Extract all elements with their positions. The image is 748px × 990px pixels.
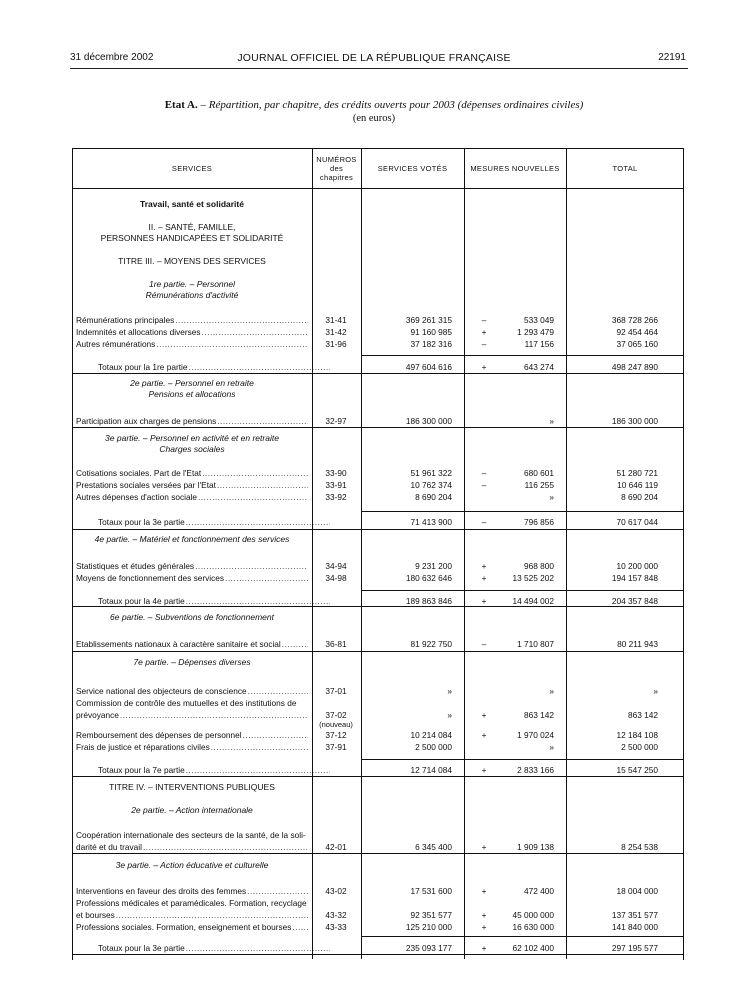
row-sign: + [481, 730, 487, 740]
row-label: Professions sociales. Formation, enseignement et bourses ..... [76, 921, 308, 933]
header-page-number: 22191 [658, 52, 686, 63]
row-total: 92 454 464 [616, 327, 658, 337]
header-rule [70, 68, 688, 69]
row-label: et bourses ..... [76, 909, 308, 921]
table-total-row [0, 764, 748, 776]
row-mesures-nouvelles: 117 156 [524, 339, 554, 349]
document-title [0, 99, 748, 111]
row-label: Service national des objecteurs de conscience ..... [76, 685, 308, 697]
row-sign: + [481, 573, 487, 583]
part-heading [72, 378, 312, 400]
block-rule [72, 776, 684, 777]
row-services-votes: 180 632 646 [405, 573, 452, 583]
part-heading-line: 2e partie. – Personnel en retraite [130, 378, 254, 388]
col-header-numeros-line: chapitres [319, 173, 354, 182]
table-row [0, 326, 748, 338]
row-total: 863 142 [628, 710, 658, 720]
block-rule [72, 529, 684, 530]
row-sign: + [481, 910, 487, 920]
row-sign: + [481, 922, 487, 932]
table-row [0, 467, 748, 479]
row-services-votes: 235 093 177 [405, 943, 452, 953]
row-mesures-nouvelles: 680 601 [524, 468, 554, 478]
row-services-votes: 369 261 315 [405, 315, 452, 325]
row-sign: + [481, 943, 487, 953]
row-total: 2 500 000 [621, 742, 658, 752]
row-mesures-nouvelles: 1 970 024 [517, 730, 554, 740]
row-services-votes: 17 531 600 [410, 886, 452, 896]
row-mesures-nouvelles: 472 400 [524, 886, 554, 896]
row-chapter: 42-01 [325, 842, 347, 852]
row-label: Indemnités et allocations diverses ..... [76, 326, 308, 338]
row-mesures-nouvelles: » [549, 742, 554, 752]
table-total-row [0, 595, 748, 607]
row-mesures-nouvelles: 968 800 [524, 561, 554, 571]
row-services-votes: 10 214 084 [410, 730, 452, 740]
row-mesures-nouvelles: 533 049 [524, 315, 554, 325]
section-heading-line: PERSONNES HANDICAPÉES ET SOLIDARITÉ [100, 233, 284, 243]
row-mesures-nouvelles: 643 274 [524, 362, 554, 372]
row-total: 204 357 848 [611, 596, 658, 606]
row-mesures-nouvelles: 14 494 002 [512, 596, 554, 606]
row-chapter: (nouveau) [319, 720, 353, 729]
row-mesures-nouvelles: » [549, 492, 554, 502]
row-chapter: 43-33 [325, 922, 347, 932]
col-header-numeros [312, 155, 361, 182]
block-rule [72, 853, 684, 854]
part-heading-line: 1re partie. – Personnel [149, 279, 235, 289]
row-chapter: 43-32 [325, 910, 347, 920]
title-dash: – [197, 99, 209, 111]
row-mesures-nouvelles: 62 102 400 [512, 943, 554, 953]
row-services-votes: 91 160 985 [410, 327, 452, 337]
total-rule [361, 936, 684, 937]
row-sign: – [481, 468, 487, 478]
row-sign: + [481, 765, 487, 775]
row-label: Frais de justice et réparations civiles ..... [76, 741, 308, 753]
row-label: Cotisations sociales. Part de l'Etat ..... [76, 467, 308, 479]
table-row [0, 685, 748, 697]
ministry-heading: Travail, santé et solidarité [140, 199, 244, 209]
total-rule [361, 590, 684, 591]
row-sign: – [481, 315, 487, 325]
row-label: Interventions en faveur des droits des femmes ..... [76, 885, 308, 897]
row-label: Prestations sociales versées par l'Etat ..... [76, 479, 308, 491]
part-heading-line: Charges sociales [159, 444, 225, 454]
row-total: 186 300 000 [611, 416, 658, 426]
row-sign: + [481, 842, 487, 852]
row-services-votes: 8 690 204 [415, 492, 452, 502]
row-total: 80 211 943 [617, 639, 658, 649]
row-chapter: 43-02 [325, 886, 347, 896]
row-chapter: 32-97 [325, 416, 347, 426]
table-row [0, 697, 748, 709]
row-total: 297 195 577 [611, 943, 658, 953]
row-label: Coopération internationale des secteurs de la santé, de la soli- [76, 830, 306, 840]
col-header-services: SERVICES [171, 164, 213, 173]
row-total: 37 065 160 [616, 339, 658, 349]
row-total: 498 247 890 [611, 362, 658, 372]
row-chapter: 36-81 [325, 639, 347, 649]
row-label: Commission de contrôle des mutuelles et des institutions de [76, 698, 297, 708]
part-heading-line: 3e partie. – Personnel en activité et en retraite [105, 433, 279, 443]
row-services-votes: 12 714 084 [410, 765, 452, 775]
total-rule [361, 511, 684, 512]
row-sign: – [481, 339, 487, 349]
table-row [0, 314, 748, 326]
table-row [0, 841, 748, 853]
table-total-row [0, 516, 748, 528]
table-row [0, 491, 748, 503]
row-sign: – [481, 639, 487, 649]
row-mesures-nouvelles: » [549, 416, 554, 426]
row-label: prévoyance ..... [76, 709, 308, 721]
block-rule [72, 373, 684, 374]
row-mesures-nouvelles: 2 833 166 [517, 765, 554, 775]
table-row [0, 829, 748, 841]
row-sign: + [481, 710, 487, 720]
header-row-divider [72, 188, 684, 189]
part-heading-line: Pensions et allocations [148, 389, 236, 399]
row-sign: + [481, 886, 487, 896]
row-mesures-nouvelles: 796 856 [524, 517, 554, 527]
row-mesures-nouvelles: 1 710 807 [517, 639, 554, 649]
row-services-votes: » [447, 710, 452, 720]
row-mesures-nouvelles: 16 630 000 [512, 922, 554, 932]
row-label: Etablissements nationaux à caractère sanitaire et social ..... [76, 638, 308, 650]
row-sign: + [481, 327, 487, 337]
titre-heading: TITRE III. – MOYENS DES SERVICES [118, 256, 266, 266]
row-services-votes: 2 500 000 [415, 742, 452, 752]
row-total: 8 690 204 [621, 492, 658, 502]
row-chapter: 31-96 [325, 339, 347, 349]
table-row [0, 741, 748, 753]
section-heading [72, 222, 312, 244]
row-chapter: 31-41 [325, 315, 347, 325]
part-heading-line: Rémunérations d'activité [145, 290, 239, 300]
row-services-votes: 71 413 900 [410, 517, 452, 527]
row-label: Participation aux charges de pensions ..... [76, 415, 308, 427]
row-total: 10 646 119 [617, 480, 658, 490]
block-rule [72, 954, 684, 955]
table-row [0, 479, 748, 491]
row-services-votes: 10 762 374 [410, 480, 452, 490]
row-label: Autres rémunérations ..... [76, 338, 308, 350]
table-total-row [0, 361, 748, 373]
table-row [0, 560, 748, 572]
row-label: darité et du travail ..... [76, 841, 308, 853]
row-services-votes: 497 604 616 [405, 362, 452, 372]
title-text: Répartition, par chapitre, des crédits ouverts pour 2003 (dépenses ordinaires civiles) [208, 99, 584, 111]
row-mesures-nouvelles: 1 293 479 [517, 327, 554, 337]
row-total: 51 280 721 [616, 468, 658, 478]
header-date: 31 décembre 2002 [70, 52, 154, 63]
row-chapter: 31-42 [325, 327, 347, 337]
row-services-votes: 186 300 000 [405, 416, 452, 426]
part-heading: 2e partie. – Action internationale [131, 805, 253, 815]
row-chapter: 33-90 [325, 468, 347, 478]
row-services-votes: 189 863 846 [405, 596, 452, 606]
row-total: » [653, 686, 658, 696]
row-label: Totaux pour la 4e partie ..... [98, 595, 330, 607]
row-chapter: 37-02 [325, 710, 347, 720]
table-row [0, 729, 748, 741]
row-label: Totaux pour la 1re partie ..... [98, 361, 330, 373]
row-chapter: 37-12 [325, 730, 347, 740]
row-services-votes: 125 210 000 [405, 922, 452, 932]
row-services-votes: 37 182 316 [410, 339, 452, 349]
col-header-votes: SERVICES VOTÉS [377, 164, 448, 173]
row-total: 12 184 108 [616, 730, 658, 740]
row-total: 15 547 250 [616, 765, 658, 775]
row-mesures-nouvelles: 116 255 [524, 480, 554, 490]
section-heading-line: II. – SANTÉ, FAMILLE, [148, 222, 236, 232]
table-row [0, 885, 748, 897]
row-mesures-nouvelles: 863 142 [524, 710, 554, 720]
block-rule [72, 651, 684, 652]
row-total: 8 254 538 [621, 842, 658, 852]
title-unit: (en euros) [352, 113, 396, 124]
table-row [0, 638, 748, 650]
row-chapter: 34-98 [325, 573, 347, 583]
row-label: Totaux pour la 7e partie ..... [98, 764, 330, 776]
row-total: 368 728 266 [611, 315, 658, 325]
part-heading [72, 279, 312, 301]
total-rule [361, 355, 684, 356]
total-rule [361, 759, 684, 760]
table-row [0, 415, 748, 427]
row-mesures-nouvelles: 13 525 202 [512, 573, 554, 583]
row-label: Moyens de fonctionnement des services ..... [76, 572, 308, 584]
row-sign: + [481, 596, 487, 606]
title-etat: Etat A. [164, 99, 198, 111]
block-rule [72, 427, 684, 428]
part-heading: 3e partie. – Action éducative et culturelle [115, 860, 269, 870]
row-mesures-nouvelles: » [549, 686, 554, 696]
row-label: Totaux pour la 3e partie ..... [98, 942, 330, 954]
col-header-numeros-line: des [330, 164, 343, 173]
row-label: Autres dépenses d'action sociale ..... [76, 491, 308, 503]
row-label: Rémunérations principales ..... [76, 314, 308, 326]
row-label: Totaux pour la 3e partie ..... [98, 516, 330, 528]
row-total: 194 157 848 [611, 573, 658, 583]
row-services-votes: 81 922 750 [410, 639, 452, 649]
col-header-numeros-line: NUMÉROS [316, 155, 357, 164]
row-total: 141 840 000 [611, 922, 658, 932]
row-chapter: 33-92 [325, 492, 347, 502]
row-label: Remboursement des dépenses de personnel ..... [76, 729, 308, 741]
row-sign: + [481, 561, 487, 571]
table-row [0, 897, 748, 909]
row-mesures-nouvelles: 1 909 138 [517, 842, 554, 852]
table-row [0, 921, 748, 933]
row-sign: – [481, 480, 487, 490]
titre-heading: TITRE IV. – INTERVENTIONS PUBLIQUES [109, 782, 275, 792]
part-heading: 7e partie. – Dépenses diverses [133, 657, 251, 667]
part-heading: 4e partie. – Matériel et fonctionnement des services [94, 534, 290, 544]
col-header-mesures: MESURES NOUVELLES [470, 164, 560, 173]
table-row [0, 338, 748, 350]
row-services-votes: 92 351 577 [410, 910, 452, 920]
row-chapter: 37-01 [325, 686, 347, 696]
row-total: 70 617 044 [616, 517, 658, 527]
row-mesures-nouvelles: 45 000 000 [512, 910, 554, 920]
row-services-votes: 6 345 400 [415, 842, 452, 852]
row-label: Statistiques et études générales ..... [76, 560, 308, 572]
row-sign: – [481, 517, 487, 527]
row-sign: + [481, 362, 487, 372]
table-total-row [0, 942, 748, 954]
table-row [0, 909, 748, 921]
row-chapter: 33-91 [325, 480, 347, 490]
row-chapter: 37-91 [325, 742, 347, 752]
row-total: 10 200 000 [616, 561, 658, 571]
table-row [0, 572, 748, 584]
header-journal-title: JOURNAL OFFICIEL DE LA RÉPUBLIQUE FRANÇAISE [237, 52, 511, 64]
row-total: 18 004 000 [616, 886, 658, 896]
row-label: Professions médicales et paramédicales. Formation, recyclage [76, 898, 307, 908]
row-total: 137 351 577 [611, 910, 658, 920]
part-heading: 6e partie. – Subventions de fonctionnement [110, 612, 274, 622]
row-services-votes: 9 231 200 [415, 561, 452, 571]
row-services-votes: 51 961 322 [410, 468, 452, 478]
part-heading [72, 433, 312, 455]
col-header-total: TOTAL [612, 164, 638, 173]
row-chapter: 34-94 [325, 561, 347, 571]
row-services-votes: » [447, 686, 452, 696]
